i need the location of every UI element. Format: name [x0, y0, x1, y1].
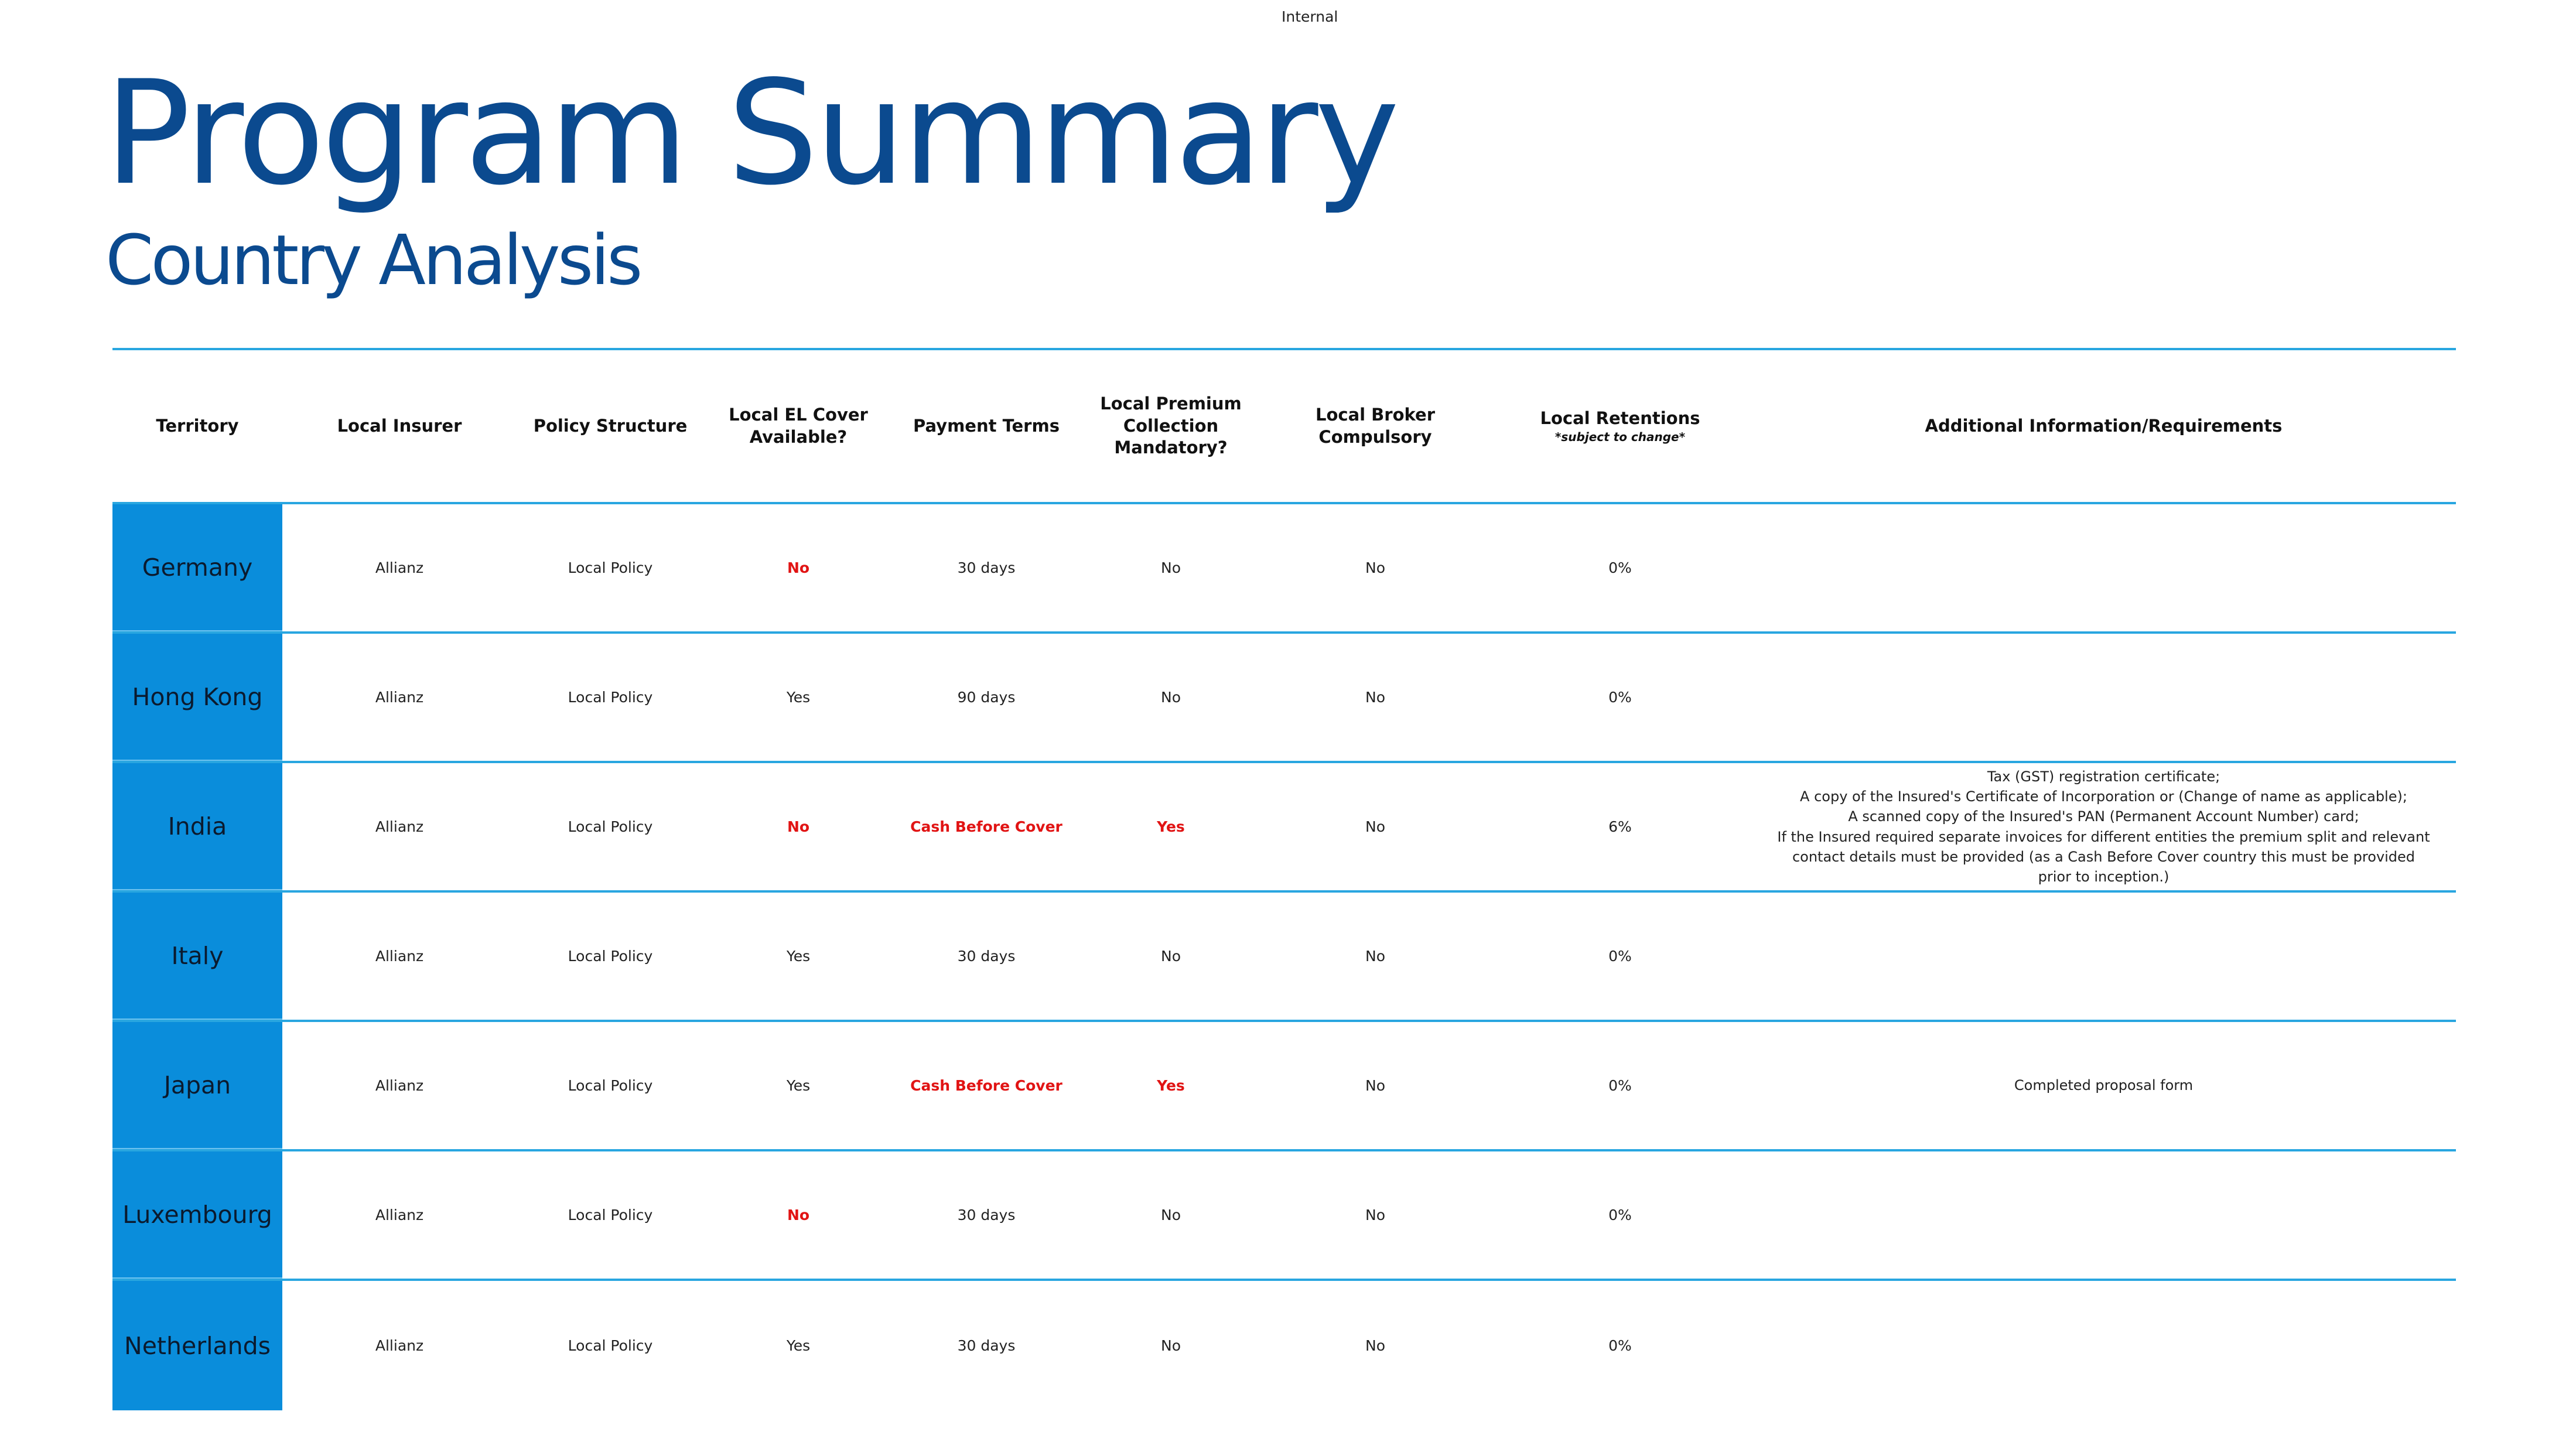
table-row [112, 634, 2456, 763]
payment-terms-cell: 30 days [957, 1337, 1016, 1354]
local-retention-cell: 0% [1608, 1337, 1632, 1354]
broker-compulsory-cell: No [1365, 1077, 1385, 1094]
additional-info-line: A scanned copy of the Insured's PAN (Permanent Account Number) card; [1848, 808, 2359, 825]
payment-terms-cell: 30 days [957, 559, 1016, 576]
header-policy-structure: Policy Structure [533, 415, 688, 436]
additional-info-cell [1751, 763, 2456, 890]
local-insurer-cell: Allianz [375, 689, 424, 706]
payment-terms-cell: 30 days [957, 1207, 1016, 1224]
broker-compulsory-cell: No [1365, 818, 1385, 835]
payment-terms-cell: Cash Before Cover [910, 818, 1062, 835]
broker-compulsory-cell: No [1365, 1337, 1385, 1354]
policy-structure-cell: Local Policy [568, 1077, 653, 1094]
header-territory: Territory [156, 415, 239, 436]
el-cover-cell: No [787, 1207, 810, 1224]
policy-structure-cell: Local Policy [568, 948, 653, 965]
header-local-retentions-note: *subject to change* [1555, 430, 1686, 445]
el-cover-cell: Yes [786, 948, 811, 965]
el-cover-cell: No [787, 559, 810, 576]
table-row [112, 1022, 2456, 1151]
classification-label: Internal [1282, 8, 1338, 25]
el-cover-cell: Yes [786, 1337, 811, 1354]
header-broker-compulsory: Local Broker Compulsory [1315, 404, 1435, 447]
el-cover-cell: Yes [786, 689, 811, 706]
premium-collection-cell: No [1161, 1337, 1181, 1354]
local-insurer-cell: Allianz [375, 559, 424, 576]
premium-collection-cell: No [1161, 689, 1181, 706]
broker-compulsory-cell: No [1365, 948, 1385, 965]
broker-compulsory-cell: No [1365, 1207, 1385, 1224]
local-retention-cell: 0% [1608, 1207, 1632, 1224]
page-title: Program Summary [104, 50, 1396, 217]
additional-info-lines [1775, 767, 2432, 886]
local-insurer-cell: Allianz [375, 1207, 424, 1224]
table-row [112, 1151, 2456, 1281]
header-local-retentions-label: Local Retentions [1540, 408, 1700, 428]
territory-cell: Hong Kong [112, 634, 282, 761]
territory-cell: Japan [112, 1022, 282, 1149]
local-retention-cell: 0% [1608, 559, 1632, 576]
additional-info-cell [1751, 504, 2456, 631]
additional-info-line: Completed proposal form [2014, 1077, 2194, 1094]
local-retention-cell: 0% [1608, 1077, 1632, 1094]
header-premium-collection: Local Premium Collection Mandatory? [1100, 393, 1242, 458]
local-insurer-cell: Allianz [375, 1077, 424, 1094]
additional-info-cell [1751, 1022, 2456, 1149]
payment-terms-cell: 30 days [957, 948, 1016, 965]
territory-cell: Luxembourg [112, 1151, 282, 1279]
country-analysis-table [112, 348, 2456, 1410]
policy-structure-cell: Local Policy [568, 689, 653, 706]
header-local-insurer: Local Insurer [337, 415, 462, 436]
payment-terms-cell: 90 days [957, 689, 1016, 706]
premium-collection-cell: Yes [1157, 818, 1185, 835]
el-cover-cell: Yes [786, 1077, 811, 1094]
policy-structure-cell: Local Policy [568, 1207, 653, 1224]
table-row [112, 1281, 2456, 1410]
payment-terms-cell: Cash Before Cover [910, 1077, 1062, 1094]
additional-info-cell [1751, 1151, 2456, 1279]
policy-structure-cell: Local Policy [568, 559, 653, 576]
additional-info-lines [2014, 1075, 2193, 1095]
additional-info-cell [1751, 634, 2456, 761]
territory-cell: Germany [112, 504, 282, 631]
local-insurer-cell: Allianz [375, 948, 424, 965]
additional-info-cell [1751, 893, 2456, 1020]
additional-info-cell [1751, 1281, 2456, 1410]
local-insurer-cell: Allianz [375, 1337, 424, 1354]
broker-compulsory-cell: No [1365, 559, 1385, 576]
local-insurer-cell: Allianz [375, 818, 424, 835]
local-retention-cell: 6% [1608, 818, 1632, 835]
table-row [112, 893, 2456, 1022]
el-cover-cell: No [787, 818, 810, 835]
broker-compulsory-cell: No [1365, 689, 1385, 706]
premium-collection-cell: Yes [1157, 1077, 1185, 1094]
table-row [112, 504, 2456, 634]
territory-cell: Netherlands [112, 1281, 282, 1410]
local-retention-cell: 0% [1608, 689, 1632, 706]
territory-cell: India [112, 763, 282, 890]
header-payment-terms: Payment Terms [913, 415, 1060, 436]
additional-info-line: If the Insured required separate invoices for different entities the premium split and relevant contact details must be provided (as a Cash Before Cover country this must be provided prior to inception.) [1777, 828, 2430, 885]
premium-collection-cell: No [1161, 559, 1181, 576]
territory-cell: Italy [112, 893, 282, 1020]
table-body [112, 504, 2456, 1410]
local-retention-cell: 0% [1608, 948, 1632, 965]
header-local-retentions [1489, 408, 1751, 445]
policy-structure-cell: Local Policy [568, 1337, 653, 1354]
policy-structure-cell: Local Policy [568, 818, 653, 835]
additional-info-line: A copy of the Insured's Certificate of Incorporation or (Change of name as applicable); [1800, 788, 2407, 805]
premium-collection-cell: No [1161, 1207, 1181, 1224]
table-header-row [112, 350, 2456, 504]
additional-info-line: Tax (GST) registration certificate; [1987, 768, 2220, 785]
page-subtitle: Country Analysis [105, 220, 640, 300]
header-additional-info: Additional Information/Requirements [1925, 415, 2283, 436]
header-local-el-cover: Local EL Cover Available? [729, 404, 868, 447]
table-row [112, 763, 2456, 893]
premium-collection-cell: No [1161, 948, 1181, 965]
